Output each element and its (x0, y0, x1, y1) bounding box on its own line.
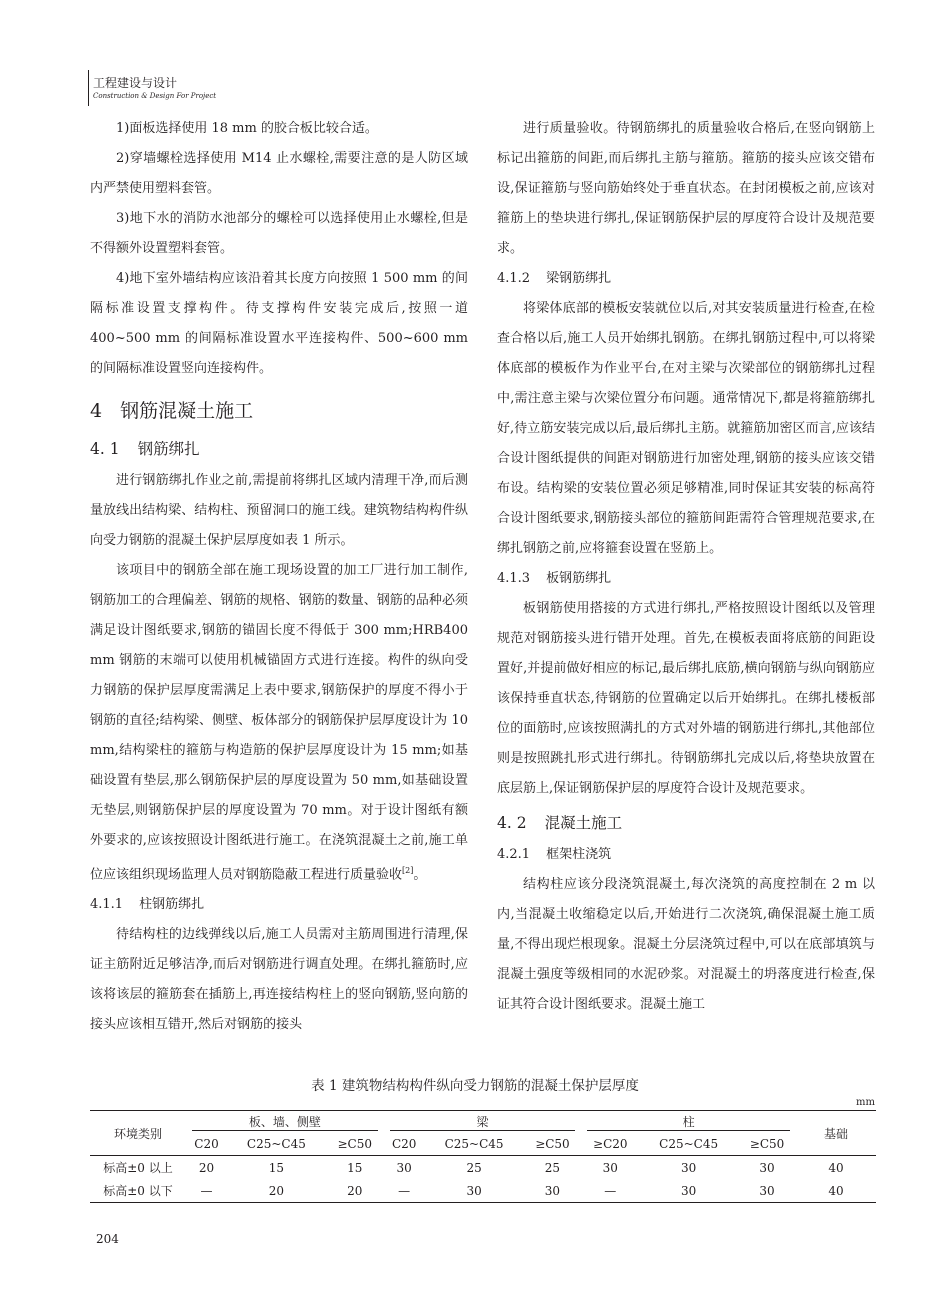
table-cell: 30 (639, 1156, 738, 1180)
left-column (90, 114, 468, 1040)
section-heading-4-1-2 (497, 264, 875, 294)
sub-header: ≥C20 (593, 1137, 628, 1151)
table-cell: 30 (425, 1179, 524, 1203)
header-divider (88, 70, 89, 106)
cover-thickness-table (90, 1110, 876, 1203)
right-column (497, 114, 875, 1020)
page-number: 204 (96, 1232, 119, 1246)
section-title: 梁钢筋绑扎 (546, 271, 612, 286)
table-cell: 40 (796, 1179, 876, 1203)
sub-header: C25~C45 (659, 1137, 719, 1151)
table-cell: 25 (425, 1156, 524, 1180)
table-cell: 30 (738, 1179, 796, 1203)
table-cell: 40 (796, 1156, 876, 1180)
table-subheader-row (90, 1133, 876, 1156)
paragraph: 待结构柱的边线弹线以后,施工人员需对主筋周围进行清理,保证主筋附近足够洁净,而后对钢筋进行调直处理。在绑扎箍筋时,应该将该层的箍筋套在插筋上,再连接结构柱上的竖向钢筋,竖向筋的接头应该相互错开,然后对钢筋的接头 (90, 927, 468, 1033)
paragraph: 进行钢筋绑扎作业之前,需提前将绑扎区域内清理干净,而后测量放线出结构梁、结构柱、预留洞口的施工线。建筑物结构构件纵向受力钢筋的混凝土保护层厚度如表 1 所示。 (90, 473, 468, 548)
journal-title-cn: 工程建设与设计 (93, 76, 178, 90)
paragraph: 将梁体底部的模板安装就位以后,对其安装质量进行检查,在检查合格以后,施工人员开始绑扎钢筋。在绑扎钢筋过程中,可以将梁体底部的模板作为作业平台,在对主梁与次梁部位的钢筋绑扎过程中,需注意主梁与次梁位置分布问题。通常情况下,都是将箍筋绑扎好,待立筋安装完成以后,最后绑扎主筋。就箍筋加密区而言,应该结合设计图纸提供的间距对钢筋进行加密处理,钢筋的接头应该交错布设。结构梁的安装位置必须足够精准,同时保证其安装的标高符合设计图纸要求,钢筋接头部位的箍筋间距需符合管理规范要求,在绑扎钢筋之前,应将箍套设置在竖筋上。 (497, 301, 875, 556)
table-cell: 30 (738, 1156, 796, 1180)
paragraph: 板钢筋使用搭接的方式进行绑扎,严格按照设计图纸以及管理规范对钢筋接头进行错开处理。首先,在模板表面将底筋的间距设置好,并提前做好相应的标记,最后绑扎底筋,横向钢筋与纵向钢筋应该保持垂直状态,待钢筋的位置确定以后开始绑扎。在绑扎楼板部位的面筋时,应该按照满扎的方式对外墙的钢筋进行绑扎,其他部位则是按照跳扎形式进行绑扎。待钢筋绑扎完成以后,将垫块放置在底层筋上,保证钢筋保护层的厚度符合设计及规范要求。 (497, 601, 875, 796)
group-header-slab (186, 1111, 384, 1134)
section-title: 混凝土施工 (544, 814, 623, 832)
section-title: 框架柱浇筑 (546, 847, 612, 862)
paragraph (90, 556, 468, 890)
journal-title-en: Construction & Design For Project (93, 92, 217, 100)
section-title: 钢筋混凝土施工 (120, 400, 254, 422)
sub-header: C25~C45 (246, 1137, 306, 1151)
table-cell: — (186, 1179, 227, 1203)
section-heading-4 (90, 396, 468, 426)
paragraph: 4)地下室外墙结构应该沿着其长度方向按照 1 500 mm 的间隔标准设置支撑构件。待支撑构件安装完成后,按照一道 400~500 mm 的间隔标准设置水平连接构件、500~600 mm 的间隔标准设置竖向连接构件。 (90, 271, 468, 376)
sub-header: ≥C50 (749, 1137, 785, 1151)
sub-header: ≥C50 (337, 1137, 373, 1151)
table-cell: 30 (524, 1179, 582, 1203)
table-cell: 20 (326, 1179, 384, 1203)
paragraph: 进行质量验收。待钢筋绑扎的质量验收合格后,在竖向钢筋上标记出箍筋的间距,而后绑扎主筋与箍筋。箍筋的接头应该交错布设,保证箍筋与竖向筋始终处于垂直状态。在封闭模板之前,应该对箍筋上的垫块进行绑扎,保证钢筋保护层的厚度符合设计及规范要求。 (497, 121, 875, 256)
table-row (90, 1156, 876, 1180)
section-title: 柱钢筋绑扎 (139, 897, 205, 913)
table-cell: 15 (227, 1156, 326, 1180)
table-cell: 30 (581, 1156, 639, 1180)
group-header-beam (384, 1111, 582, 1134)
citation-ref: [2] (402, 866, 414, 875)
col-env-header: 环境类别 (113, 1126, 162, 1141)
section-heading-4-2 (497, 808, 875, 838)
paragraph: 1)面板选择使用 18 mm 的胶合板比较合适。 (116, 121, 378, 136)
table-cell: 25 (524, 1156, 582, 1180)
section-number: 4. 2 (497, 814, 527, 832)
sub-header: ≥C50 (535, 1137, 570, 1151)
paragraph: 结构柱应该分段浇筑混凝土,每次浇筑的高度控制在 2 m 以内,当混凝土收缩稳定以后,开始进行二次浇筑,确保混凝土施工质量,不得出现烂根现象。混凝土分层浇筑过程中,可以在底部填筑与混凝土强度等级相同的水泥砂浆。对混凝土的坍落度进行检查,保证其符合设计图纸要求。混凝土施工 (497, 877, 875, 1012)
section-heading-4-1 (90, 434, 468, 464)
journal-header (88, 64, 258, 112)
section-number: 4. 1 (90, 440, 120, 458)
row-label: 标高±0 以下 (90, 1179, 186, 1203)
sub-header: C20 (391, 1137, 417, 1151)
section-heading-4-1-3 (497, 564, 875, 594)
section-title: 板钢筋绑扎 (546, 571, 612, 586)
sub-header: C20 (194, 1137, 219, 1151)
table-cell: — (581, 1179, 639, 1203)
table-cell: 20 (227, 1179, 326, 1203)
section-number: 4.2.1 (497, 847, 531, 862)
paragraph: 2)穿墙螺栓选择使用 M14 止水螺栓,需要注意的是人防区域内严禁使用塑料套管。 (90, 151, 468, 196)
table-unit: mm (856, 1097, 875, 1108)
section-number: 4.1.2 (497, 271, 531, 286)
paragraph: 3)地下水的消防水池部分的螺栓可以选择使用止水螺栓,但是不得额外设置塑料套管。 (90, 211, 468, 256)
sub-header: C25~C45 (444, 1137, 504, 1151)
group-label: 板、墙、侧壁 (192, 1113, 378, 1131)
paragraph-text: 该项目中的钢筋全部在施工现场设置的加工厂进行加工制作,钢筋加工的合理偏差、钢筋的规格、钢筋的数量、钢筋的品种必须满足设计图纸要求,钢筋的锚固长度不得低于 300 mm;HRB400 mm 钢筋的末端可以使用机械锚固方式进行连接。构件的纵向受力钢筋的保护层厚度需满足上表中要求,钢筋保护的厚度不得小于钢筋的直径;结构梁、侧壁、板体部分的钢筋保护层厚度设计为 10 mm,结构梁柱的箍筋与构造筋的保护层厚度设计为 15 mm;如基础设置有垫层,那么钢筋保护层的厚度设置为 50 mm,如基础设置无垫层,则钢筋保护层的厚度设置为 70 mm。对于设计图纸有额外要求的,应该按照设计图纸进行施工。在浇筑混凝土之前,施工单位应该组织现场监理人员对钢筋隐蔽工程进行质量验收 (90, 563, 468, 883)
group-label: 柱 (587, 1113, 790, 1131)
section-heading-4-2-1 (497, 840, 875, 870)
table-cell: 20 (186, 1156, 227, 1180)
group-label: 梁 (390, 1113, 576, 1131)
table-row (90, 1179, 876, 1203)
table-header-row (90, 1111, 876, 1134)
group-header-column (581, 1111, 796, 1134)
section-heading-4-1-1 (90, 890, 468, 920)
paragraph-end: 。 (413, 867, 427, 883)
section-number: 4.1.1 (90, 897, 124, 913)
section-number: 4 (90, 400, 103, 422)
table-cell: 30 (639, 1179, 738, 1203)
table-caption: 表 1 建筑物结构构件纵向受力钢筋的混凝土保护层厚度 (311, 1078, 639, 1094)
table-cell: 30 (384, 1156, 425, 1180)
col-base-header: 基础 (823, 1126, 848, 1141)
row-label: 标高±0 以上 (90, 1156, 186, 1180)
section-title: 钢筋绑扎 (137, 440, 200, 458)
table-cell: 15 (326, 1156, 384, 1180)
section-number: 4.1.3 (497, 571, 531, 586)
table-cell: — (384, 1179, 425, 1203)
